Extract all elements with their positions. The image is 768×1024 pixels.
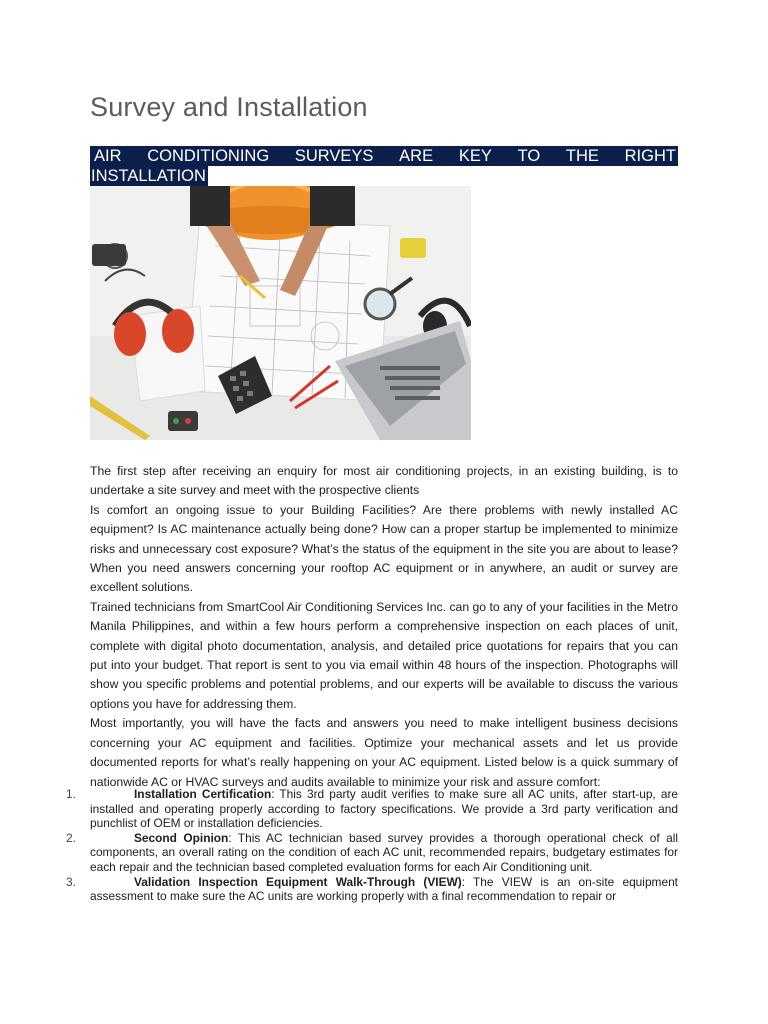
list-text: : This AC technician based survey provides a thorough operational check of all components, an overall rating on the condition of each AC unit, recommended repairs, budgetary estimates for each repair and the technician based completed evaluation forms for each Air Conditioning unit. [90, 830, 678, 874]
banner-word: SURVEYS [294, 147, 374, 165]
paragraph: Is comfort an ongoing issue to your Building Facilities? Are there problems with newly installed AC equipment? Is AC maintenance actually being done? How can a proper startup be implemented to minimize risks and unnecessary cost exposure? What’s the status of the equipment in the site you are about to lease? When you need answers concerning your rooftop AC equipment or in anywhere, an audit or survey are excellent solutions. [90, 502, 678, 595]
list-term: Second Opinion [134, 830, 229, 845]
list-number: 3. [66, 874, 76, 889]
list-term: Installation Certification [134, 787, 272, 801]
banner-word: THE [565, 147, 599, 165]
banner-word: TO [517, 147, 541, 165]
banner-line-2: INSTALLATION [91, 167, 206, 185]
list-number: 1. [66, 787, 76, 801]
banner-word: ARE [399, 147, 434, 165]
banner-word: CONDITIONING [147, 147, 270, 165]
paragraph: Most importantly, you will have the facts and answers you need to make intelligent business decisions concerning your AC equipment and facilities. Optimize your mechanical assets and let us provide documented reports for what’s really happening on your AC equipment. Listed below is a quick summary of nationwide AC or HVAC surveys and audits available to minimize your risk and assure comfort: [90, 716, 678, 789]
paragraph: The first step after receiving an enquiry for most air conditioning projects, in an existing building, is to undertake a site survey and meet with the prospective clients [90, 464, 678, 498]
list-text: : This 3rd party audit verifies to make sure all AC units, after start-up, are installed and operating properly according to factory specifications. We provide a 3rd party verification and punchlist of OEM or installation deficiencies. [90, 787, 679, 831]
list-term: Validation Inspection Equipment Walk-Through (VIEW) [134, 874, 462, 889]
list-item [66, 830, 678, 875]
banner-line-1 [90, 146, 678, 166]
section-banner [90, 146, 678, 186]
list-item [66, 787, 679, 831]
page-title: Survey and Installation [90, 92, 368, 122]
intro-text [90, 462, 678, 792]
banner-word: KEY [458, 147, 492, 165]
survey-list [66, 787, 679, 904]
list-text: : The VIEW is an on-site equipment assessment to make sure the AC units are working properly with a final recommendation to repair or [90, 874, 678, 904]
list-number: 2. [66, 830, 76, 845]
banner-word: AIR [94, 147, 122, 165]
engineer-desk-photo [90, 186, 471, 440]
paragraph: Trained technicians from SmartCool Air Conditioning Services Inc. can go to any of your facilities in the Metro Manila Philippines, and within a few hours perform a comprehensive inspection on each places of unit, complete with digital photo documentation, analysis, and detailed price quotations for repairs that you can put into your budget. That report is sent to you via email within 48 hours of the inspection. Photographs will show you specific problems and potential problems, and our experts will be available to discuss the various options you have for addressing them. [90, 599, 678, 711]
banner-word: RIGHT [624, 147, 676, 165]
list-item [66, 874, 678, 904]
